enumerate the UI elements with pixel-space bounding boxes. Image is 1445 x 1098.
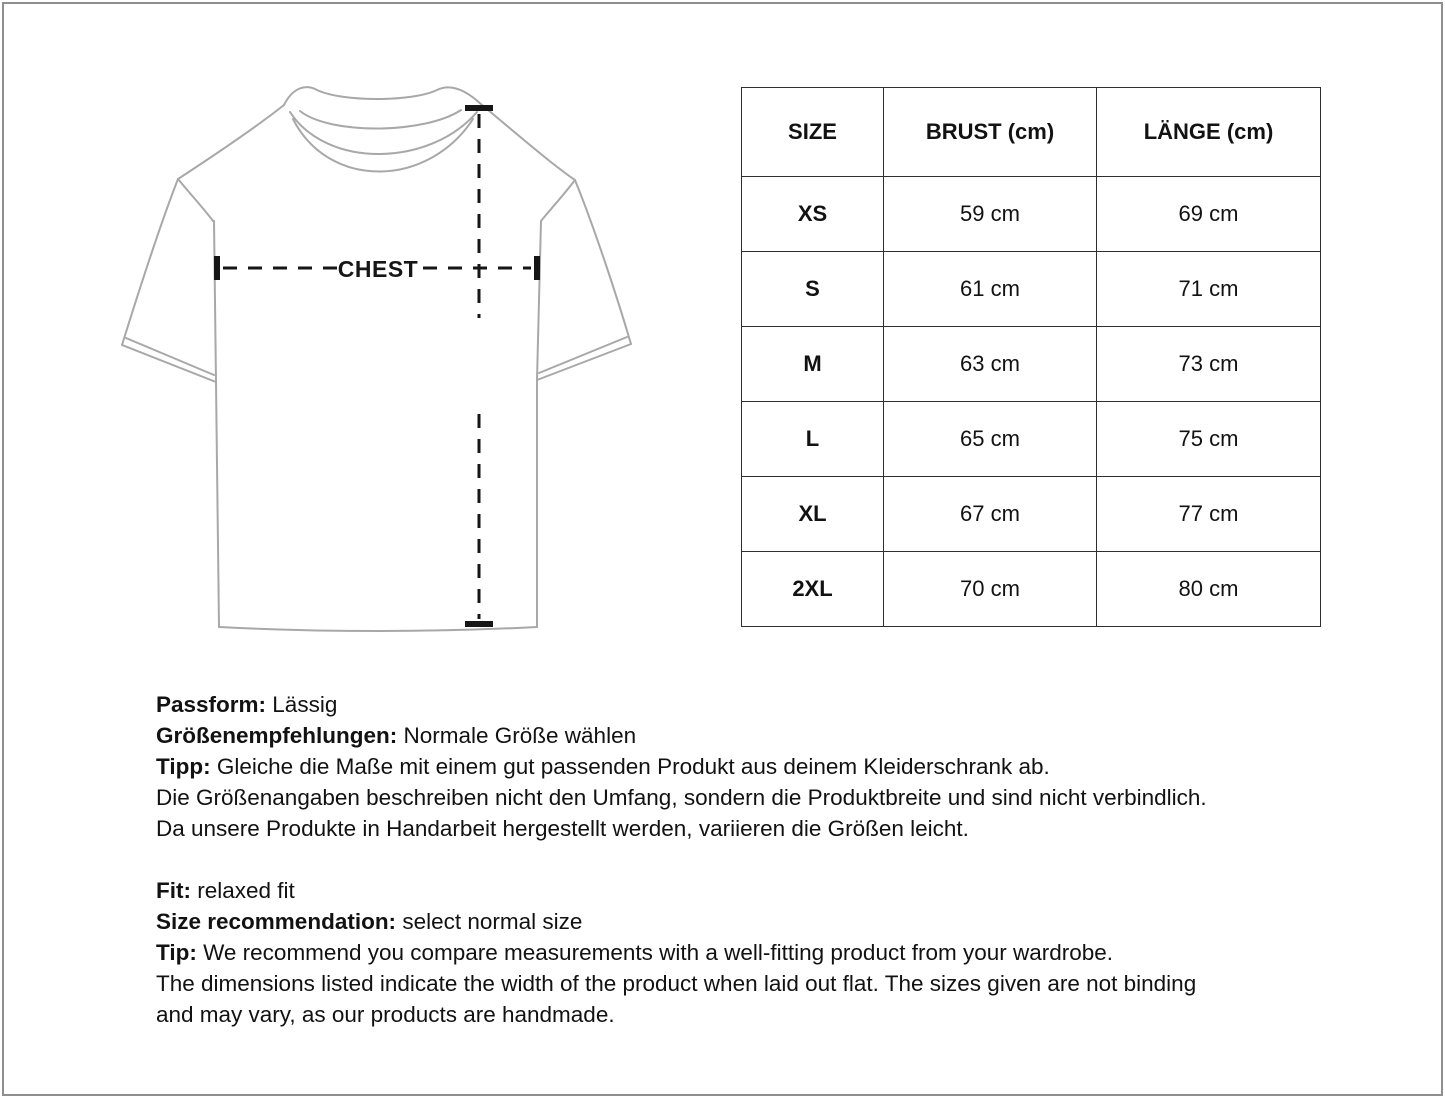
tip-line: Tip: We recommend you compare measurements with a well-fitting product from your wardrobe. bbox=[156, 940, 1114, 965]
chest-column-header: BRUST (cm) bbox=[884, 88, 1097, 177]
size-recommendation-line: Size recommendation: select normal size bbox=[156, 909, 583, 934]
size-chart-table bbox=[741, 87, 1321, 627]
size-row-2xl bbox=[742, 552, 1321, 627]
size-value: S bbox=[742, 252, 884, 327]
length-measure-line bbox=[459, 108, 598, 660]
chest-measure-line bbox=[217, 249, 537, 286]
hinweis-line-2: Da unsere Produkte in Handarbeit hergestellt werden, variieren die Größen leicht. bbox=[156, 816, 969, 841]
length-value: 77 cm bbox=[1097, 477, 1321, 552]
tshirt-outline bbox=[122, 87, 631, 631]
tshirt-measurement-diagram bbox=[0, 0, 730, 660]
tshirt-diagram-svg bbox=[0, 0, 730, 660]
passform-line: Passform: Lässig bbox=[156, 692, 338, 717]
length-value: 80 cm bbox=[1097, 552, 1321, 627]
chest-value: 61 cm bbox=[884, 252, 1097, 327]
length-value: 69 cm bbox=[1097, 177, 1321, 252]
length-column-header: LÄNGE (cm) bbox=[1097, 88, 1321, 177]
length-label-backing bbox=[459, 318, 499, 412]
chest-value: 70 cm bbox=[884, 552, 1097, 627]
tipp-line: Tipp: Gleiche die Maße mit einem gut passenden Produkt aus deinem Kleiderschrank ab. bbox=[156, 754, 1050, 779]
chest-value: 63 cm bbox=[884, 327, 1097, 402]
length-value: 71 cm bbox=[1097, 252, 1321, 327]
hinweis-line-1: Die Größenangaben beschreiben nicht den Umfang, sondern die Produktbreite und sind nicht verbindlich. bbox=[156, 785, 1207, 810]
chest-value: 67 cm bbox=[884, 477, 1097, 552]
size-column-header: SIZE bbox=[742, 88, 884, 177]
size-value: 2XL bbox=[742, 552, 884, 627]
length-value: 73 cm bbox=[1097, 327, 1321, 402]
chest-label: CHEST bbox=[337, 256, 419, 282]
size-value: L bbox=[742, 402, 884, 477]
size-row-l bbox=[742, 402, 1321, 477]
collar-outline bbox=[284, 87, 482, 171]
note-line-1: The dimensions listed indicate the width of the product when laid out flat. The sizes given are not binding bbox=[156, 971, 1197, 996]
size-value: XS bbox=[742, 177, 884, 252]
english-fit-notes bbox=[156, 875, 1336, 1030]
size-table-header-row bbox=[742, 88, 1321, 177]
size-row-s bbox=[742, 252, 1321, 327]
chest-value: 59 cm bbox=[884, 177, 1097, 252]
note-line-2: and may vary, as our products are handmade. bbox=[156, 1002, 615, 1027]
groessenempfehlung-line: Größenempfehlungen: Normale Größe wählen bbox=[156, 723, 637, 748]
length-value: 75 cm bbox=[1097, 402, 1321, 477]
size-row-m bbox=[742, 327, 1321, 402]
fit-line: Fit: relaxed fit bbox=[156, 878, 295, 903]
size-row-xl bbox=[742, 477, 1321, 552]
german-fit-notes bbox=[156, 689, 1336, 844]
size-value: M bbox=[742, 327, 884, 402]
size-row-xs bbox=[742, 177, 1321, 252]
size-value: XL bbox=[742, 477, 884, 552]
chest-value: 65 cm bbox=[884, 402, 1097, 477]
